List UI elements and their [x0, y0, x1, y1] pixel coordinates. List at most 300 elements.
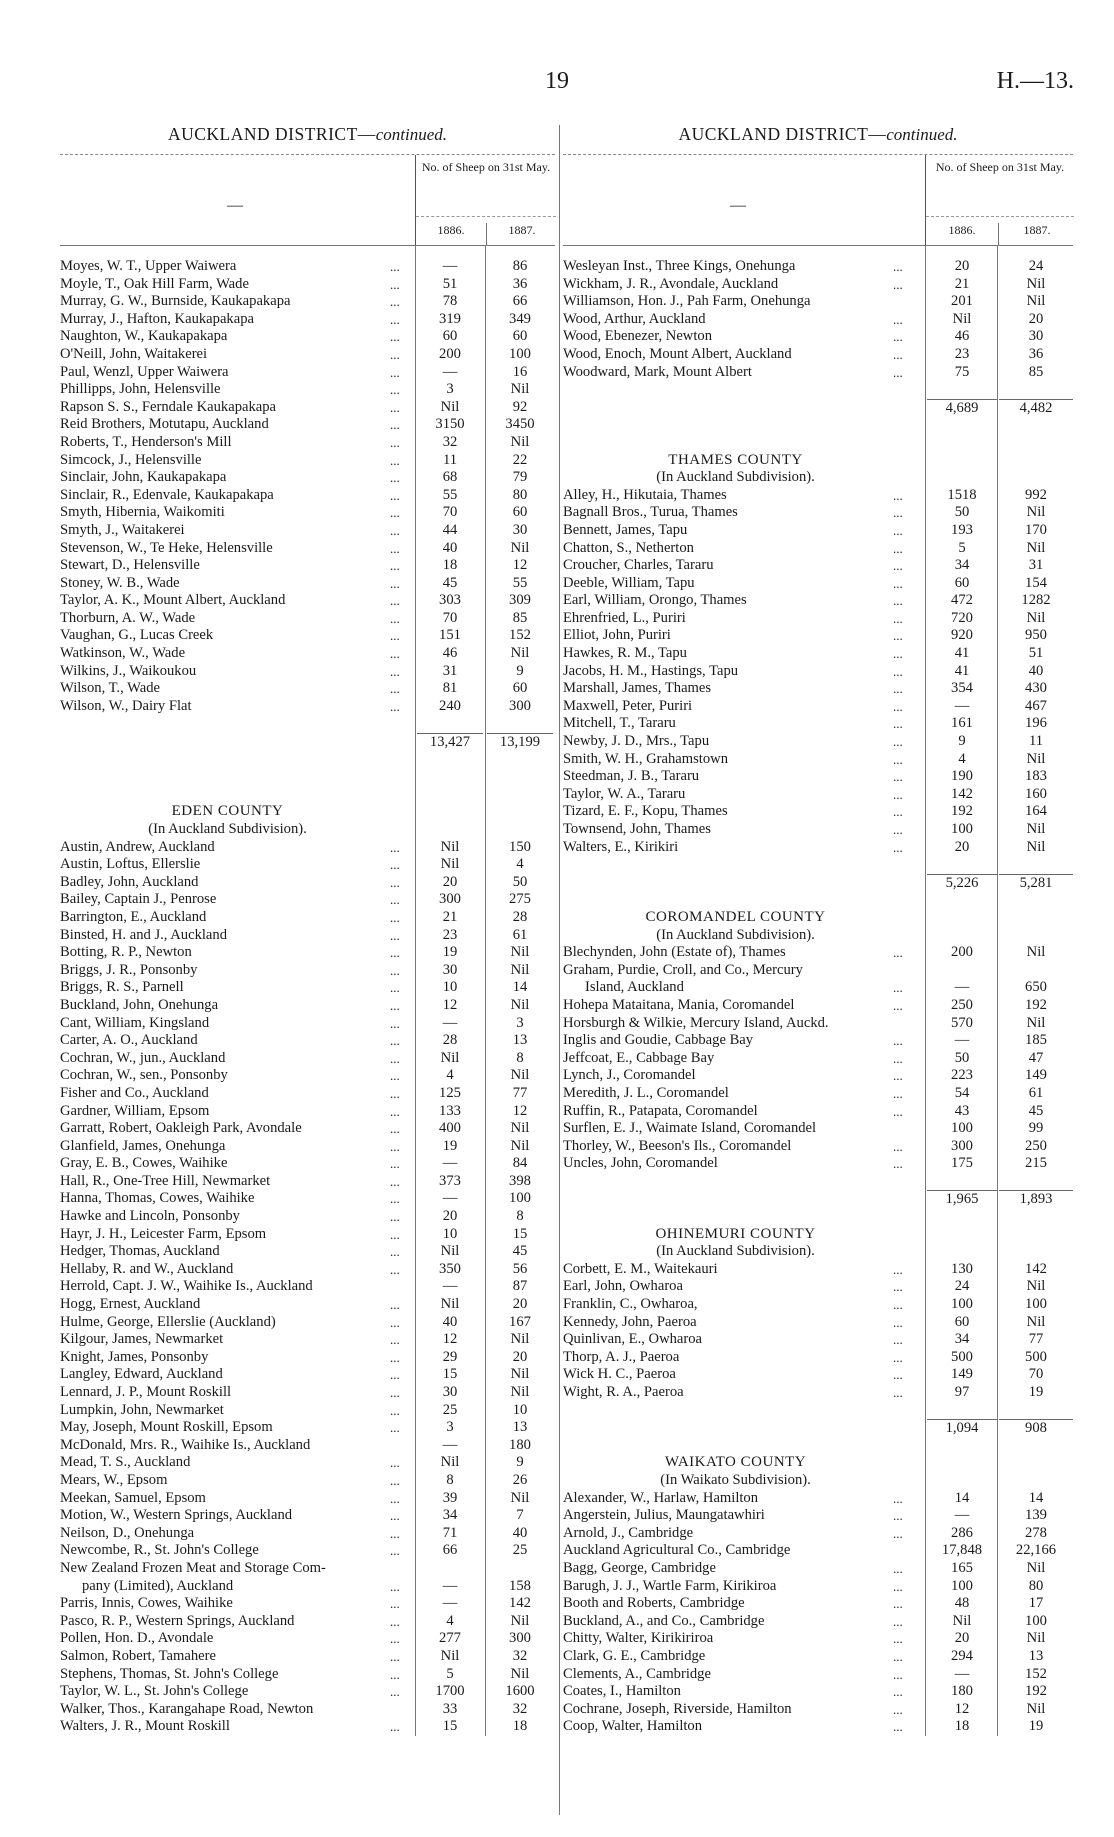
- leader-dots: ...: [390, 1226, 400, 1242]
- sheep-1886: 130: [951, 1260, 973, 1277]
- leader-dots: ...: [893, 786, 903, 802]
- sheep-1887: 650: [1025, 979, 1047, 996]
- table-row: [60, 293, 555, 311]
- sheep-1887: 7: [516, 1507, 524, 1524]
- total-1887: 13,199: [487, 733, 553, 752]
- owner-name: Walters, J. R., Mount Roskill: [60, 1718, 230, 1735]
- sheep-1887: 309: [509, 592, 531, 609]
- sheep-1886: —: [442, 1577, 458, 1594]
- leader-dots: ...: [893, 276, 903, 292]
- sheep-1887: 80: [512, 486, 528, 503]
- leader-dots: ...: [390, 1631, 400, 1647]
- owner-name: Kennedy, John, Paeroa: [563, 1313, 697, 1330]
- column-rule: [997, 246, 998, 1736]
- leader-dots: ...: [390, 1173, 400, 1189]
- leader-dots: ...: [390, 681, 400, 697]
- sheep-1887: Nil: [1026, 1700, 1046, 1717]
- owner-name: Glanfield, James, Onehunga: [60, 1137, 226, 1154]
- table-row: [60, 1085, 555, 1103]
- sheep-1886: 286: [951, 1524, 973, 1541]
- owner-name: Mitchell, T., Tararu: [563, 715, 676, 732]
- left-sheep-column-group: [415, 155, 556, 245]
- sheep-1887: Nil: [510, 1665, 530, 1682]
- sheep-1886: 60: [954, 574, 970, 591]
- left-column-group-label: No. of Sheep on 31st May.: [421, 160, 551, 174]
- table-row: [60, 1437, 555, 1455]
- sheep-1887: Nil: [1026, 821, 1046, 837]
- leader-dots: ...: [390, 487, 400, 503]
- owner-name: New Zealand Frozen Meat and Storage Com-: [60, 1559, 326, 1576]
- sheep-1887: 22,166: [1015, 1542, 1057, 1559]
- sheep-1887: 164: [1025, 803, 1047, 820]
- sheep-1887: 45: [1028, 1102, 1044, 1119]
- sheep-1886: 41: [954, 645, 970, 662]
- owner-name: Botting, R. P., Newton: [60, 944, 192, 961]
- owner-name: Marshall, James, Thames: [563, 680, 712, 697]
- leader-dots: ...: [390, 575, 400, 591]
- sheep-1886: 60: [954, 1313, 970, 1330]
- owner-name: Lumpkin, John, Newmarket: [60, 1401, 224, 1418]
- leader-dots: ...: [390, 1596, 400, 1612]
- leader-dots: ...: [390, 610, 400, 626]
- owner-name: Kilgour, James, Newmarket: [60, 1331, 224, 1348]
- leader-dots: ...: [893, 1156, 903, 1172]
- leader-dots: ...: [893, 628, 903, 644]
- table-row: [60, 540, 555, 558]
- sheep-1886: 20: [442, 873, 458, 890]
- owner-name: Quinlivan, E., Owharoa: [563, 1331, 703, 1348]
- sheep-1887: Nil: [510, 1612, 530, 1629]
- leader-dots: ...: [390, 259, 400, 274]
- owner-name: Newcombe, R., St. John's College: [60, 1542, 259, 1559]
- leader-dots: ...: [390, 945, 400, 961]
- table-row: [60, 927, 555, 945]
- owner-name: Wood, Enoch, Mount Albert, Auckland: [563, 345, 792, 362]
- sheep-1886: —: [442, 1190, 458, 1207]
- sheep-1887: Nil: [1026, 293, 1046, 310]
- section-heading: COROMANDEL COUNTY: [645, 908, 826, 925]
- owner-name: Walker, Thos., Karangahape Road, Newton: [60, 1700, 314, 1717]
- sheep-1886: 10: [442, 1225, 458, 1242]
- owner-name: Lynch, J., Coromandel: [563, 1067, 696, 1084]
- owner-name: Graham, Purdie, Croll, and Co., Mercury: [563, 961, 803, 978]
- owner-name: Booth and Roberts, Cambridge: [563, 1595, 745, 1612]
- sheep-1886: 1700: [435, 1683, 465, 1700]
- owner-name: Motion, W., Western Springs, Auckland: [60, 1507, 293, 1524]
- sheep-1886: —: [442, 258, 458, 274]
- sheep-1887: 17: [1028, 1595, 1044, 1612]
- leader-dots: ...: [390, 540, 400, 556]
- table-row: [60, 1613, 555, 1631]
- sheep-1886: 4: [446, 1067, 454, 1084]
- owner-name: Stewart, D., Helensville: [60, 557, 200, 574]
- leader-dots: ...: [390, 1525, 400, 1541]
- spacer: [60, 751, 555, 769]
- sheep-1886: 23: [442, 926, 458, 943]
- table-row: [60, 944, 555, 962]
- sheep-1886: 70: [442, 504, 458, 521]
- sheep-1886: 5: [958, 539, 966, 556]
- owner-name: Tizard, E. F., Kopu, Thames: [563, 803, 728, 820]
- sheep-1887: Nil: [510, 944, 530, 961]
- sheep-1886: 29: [442, 1348, 458, 1365]
- sheep-1887: 32: [512, 1647, 528, 1664]
- owner-name: Moyes, W. T., Upper Waiwera: [60, 258, 237, 274]
- owner-name: Clements, A., Cambridge: [563, 1665, 711, 1682]
- leader-dots: ...: [390, 1033, 400, 1049]
- sheep-1886: 32: [442, 433, 458, 450]
- owner-name: Coop, Walter, Hamilton: [563, 1718, 703, 1735]
- right-title-main: AUCKLAND DISTRICT—: [678, 124, 887, 144]
- sheep-1886: 8: [446, 1471, 454, 1488]
- leader-dots: ...: [893, 1349, 903, 1365]
- leader-dots: ...: [893, 364, 903, 380]
- owner-name: Alley, H., Hikutaia, Thames: [563, 486, 727, 503]
- total-row: [60, 733, 555, 751]
- sheep-1886: 12: [442, 1331, 458, 1348]
- sheep-1886: 51: [442, 275, 458, 292]
- sheep-1887: 87: [512, 1278, 528, 1295]
- table-row: [60, 1701, 555, 1719]
- sheep-1886: 54: [954, 1084, 970, 1101]
- owner-name: Jeffcoat, E., Cabbage Bay: [563, 1049, 715, 1066]
- sheep-1887: 1600: [505, 1683, 535, 1700]
- sheep-1886: 720: [951, 609, 973, 626]
- sheep-1887: 500: [1025, 1348, 1047, 1365]
- table-row: [60, 1050, 555, 1068]
- total-1887: 908: [999, 1419, 1073, 1438]
- owner-name: Gray, E. B., Cowes, Waihike: [60, 1155, 228, 1172]
- leader-dots: ...: [390, 1121, 400, 1137]
- sheep-1886: 151: [439, 627, 461, 644]
- table-row: [60, 1630, 555, 1648]
- leader-dots: ...: [893, 1261, 903, 1277]
- table-row: [60, 891, 555, 909]
- sheep-1886: Nil: [952, 1612, 972, 1629]
- sheep-1887: Nil: [1026, 1630, 1046, 1647]
- leader-dots: ...: [390, 294, 400, 310]
- right-year-1887: 1887.: [998, 223, 1075, 245]
- leader-dots: ...: [390, 1015, 400, 1031]
- sheep-1886: 45: [442, 574, 458, 591]
- table-row: [60, 575, 555, 593]
- owner-name: Hawkes, R. M., Tapu: [563, 645, 687, 662]
- right-column-title: [563, 120, 1073, 148]
- owner-name: Newby, J. D., Mrs., Tapu: [563, 733, 710, 750]
- owner-name: Langley, Edward, Auckland: [60, 1366, 223, 1383]
- table-row: [60, 522, 555, 540]
- sheep-1887: Nil: [510, 539, 530, 556]
- sheep-1887: 15: [512, 1225, 528, 1242]
- owner-name: Walters, E., Kirikiri: [563, 838, 679, 855]
- sheep-1886: 43: [954, 1102, 970, 1119]
- table-row: [60, 645, 555, 663]
- sheep-1886: 5: [446, 1665, 454, 1682]
- sheep-1886: 250: [951, 996, 973, 1013]
- leader-dots: ...: [390, 329, 400, 345]
- sheep-1887: 167: [509, 1313, 531, 1330]
- sheep-1887: 60: [512, 504, 528, 521]
- sheep-1886: 350: [439, 1260, 461, 1277]
- sheep-1886: Nil: [440, 1296, 460, 1313]
- sheep-1886: 277: [439, 1630, 461, 1647]
- leader-dots: ...: [390, 1472, 400, 1488]
- sheep-1887: 77: [512, 1084, 528, 1101]
- sheep-1886: 40: [442, 539, 458, 556]
- left-column: [60, 120, 555, 1736]
- sheep-1887: 158: [509, 1577, 531, 1594]
- section-heading: WAIKATO COUNTY: [664, 1454, 807, 1471]
- leader-dots: ...: [893, 1684, 903, 1700]
- leader-dots: ...: [390, 1103, 400, 1119]
- sheep-1887: 3450: [505, 416, 535, 433]
- owner-name: Thorley, W., Beeson's Ils., Coromandel: [563, 1137, 792, 1154]
- leader-dots: ...: [893, 822, 903, 837]
- sheep-1887: 79: [512, 469, 528, 486]
- table-row: [60, 1067, 555, 1085]
- sheep-1886: 3150: [435, 416, 465, 433]
- owner-name: May, Joseph, Mount Roskill, Epsom: [60, 1419, 273, 1436]
- owner-name: Meredith, J. L., Coromandel: [563, 1084, 729, 1101]
- owner-name: Stoney, W. B., Wade: [60, 574, 180, 591]
- page-number: 19: [545, 68, 569, 94]
- sheep-1887: 3: [516, 1014, 524, 1031]
- sheep-1886: 50: [954, 504, 970, 521]
- sheep-1887: 12: [512, 1102, 528, 1119]
- sheep-1887: Nil: [1026, 275, 1046, 292]
- sheep-1886: 240: [439, 697, 461, 714]
- sheep-1887: 47: [1028, 1049, 1044, 1066]
- owner-name: Cochrane, Joseph, Riverside, Hamilton: [563, 1700, 792, 1717]
- sheep-1886: 100: [951, 1296, 973, 1313]
- leader-dots: ...: [390, 1367, 400, 1383]
- sheep-1887: Nil: [1026, 838, 1046, 855]
- leader-dots: ...: [390, 997, 400, 1013]
- leader-dots: ...: [390, 452, 400, 468]
- left-title-main: AUCKLAND DISTRICT—: [167, 124, 376, 144]
- sheep-1886: 223: [951, 1067, 973, 1084]
- leader-dots: ...: [893, 259, 903, 274]
- leader-dots: ...: [390, 1648, 400, 1664]
- sheep-1886: —: [442, 1595, 458, 1612]
- leader-dots: ...: [893, 997, 903, 1013]
- right-column: [563, 120, 1073, 1736]
- sheep-1886: 44: [442, 521, 458, 538]
- sheep-1887: 142: [509, 1595, 531, 1612]
- leader-dots: ...: [390, 839, 400, 855]
- table-row: [60, 1384, 555, 1402]
- left-table-header: [60, 154, 555, 246]
- sheep-1887: 139: [1025, 1507, 1047, 1524]
- owner-name: Simcock, J., Helensville: [60, 451, 202, 468]
- sheep-1886: Nil: [952, 310, 972, 327]
- table-row: [60, 328, 555, 346]
- sheep-1886: 23: [954, 345, 970, 362]
- leader-dots: ...: [390, 646, 400, 662]
- sheep-1887: 152: [1025, 1665, 1047, 1682]
- owner-name: Hawke and Lincoln, Ponsonby: [60, 1208, 240, 1225]
- table-row: [60, 1542, 555, 1560]
- sheep-1886: 1518: [947, 486, 977, 503]
- owner-name: Hayr, J. H., Leicester Farm, Epsom: [60, 1225, 267, 1242]
- owner-name: Badley, John, Auckland: [60, 873, 199, 890]
- owner-name: Taylor, W. L., St. John's College: [60, 1683, 249, 1700]
- sheep-1887: 1282: [1021, 592, 1051, 609]
- leader-dots: ...: [893, 945, 903, 961]
- owner-name: Wood, Ebenezer, Newton: [563, 328, 712, 345]
- sheep-1887: 18: [512, 1718, 528, 1735]
- leader-dots: ...: [893, 1050, 903, 1066]
- sheep-1886: 165: [951, 1559, 973, 1576]
- sheep-1886: 21: [442, 908, 458, 925]
- sheep-1887: 45: [512, 1243, 528, 1260]
- sheep-1887: 85: [512, 609, 528, 626]
- sheep-1886: Nil: [440, 398, 460, 415]
- table-row: [60, 1507, 555, 1525]
- sheep-1887: 22: [512, 451, 528, 468]
- sheep-1887: 36: [512, 275, 528, 292]
- sheep-1887: 36: [1028, 345, 1044, 362]
- leader-dots: ...: [893, 1279, 903, 1295]
- owner-name: Smith, W. H., Grahamstown: [563, 750, 728, 767]
- sheep-1887: 152: [509, 627, 531, 644]
- owner-name: Cochran, W., sen., Ponsonby: [60, 1067, 228, 1084]
- table-row: [60, 610, 555, 628]
- sheep-1886: 319: [439, 310, 461, 327]
- owner-name: Chatton, S., Netherton: [563, 539, 694, 556]
- sheep-1887: 349: [509, 310, 531, 327]
- owner-name: McDonald, Mrs. R., Waihike Is., Auckland: [60, 1436, 311, 1453]
- sheep-1887: 100: [509, 345, 531, 362]
- sheep-1887: 8: [516, 1049, 524, 1066]
- leader-dots: ...: [893, 1314, 903, 1330]
- leader-dots: ...: [893, 487, 903, 503]
- leader-dots: ...: [390, 434, 400, 450]
- leader-dots: ...: [893, 716, 903, 732]
- owner-name: Coates, I., Hamilton: [563, 1683, 681, 1700]
- owner-name: Buckland, A., and Co., Cambridge: [563, 1612, 765, 1629]
- owner-name: Briggs, J. R., Ponsonby: [60, 961, 198, 978]
- table-row: [60, 1015, 555, 1033]
- table-row: [60, 1261, 555, 1279]
- owner-name: Hellaby, R. and W., Auckland: [60, 1260, 234, 1277]
- owner-name: Earl, William, Orongo, Thames: [563, 592, 747, 609]
- table-row: [60, 1366, 555, 1384]
- table-row: [60, 487, 555, 505]
- sheep-1887: 70: [1028, 1366, 1044, 1383]
- owner-name: Murray, J., Hafton, Kaukapakapa: [60, 310, 254, 327]
- sheep-1886: 19: [442, 944, 458, 961]
- owner-name: Bagnall Bros., Turua, Thames: [563, 504, 738, 521]
- sheep-1886: 46: [442, 645, 458, 662]
- leader-dots: ...: [390, 1508, 400, 1524]
- owner-name: Hogg, Ernest, Auckland: [60, 1296, 201, 1313]
- sheep-1887: Nil: [510, 961, 530, 978]
- sheep-1886: 81: [442, 680, 458, 697]
- sheep-1887: Nil: [510, 1489, 530, 1506]
- owner-name: Lennard, J. P., Mount Roskill: [60, 1384, 232, 1400]
- sheep-1887: 60: [512, 680, 528, 697]
- leader-dots: ...: [390, 1085, 400, 1101]
- owner-name: Buckland, John, Onehunga: [60, 996, 219, 1013]
- owner-name: Arnold, J., Cambridge: [563, 1524, 694, 1541]
- sheep-1886: 21: [954, 275, 970, 292]
- sheep-1886: 400: [439, 1120, 461, 1137]
- sheep-1887: 9: [516, 1454, 524, 1471]
- owner-name: Maxwell, Peter, Puriri: [563, 697, 693, 714]
- sheep-1887: 20: [512, 1348, 528, 1365]
- sheep-1886: 15: [442, 1366, 458, 1383]
- table-row: [60, 1208, 555, 1226]
- sheep-1886: 142: [951, 785, 973, 802]
- sheep-1886: —: [442, 1278, 458, 1295]
- section-heading: EDEN COUNTY: [171, 803, 284, 820]
- sheep-1886: Nil: [440, 838, 460, 855]
- owner-name: Clark, G. E., Cambridge: [563, 1647, 706, 1664]
- owner-name: Parris, Innis, Cowes, Waihike: [60, 1595, 233, 1612]
- document-reference: H.—13.: [996, 68, 1074, 94]
- sheep-1887: Nil: [510, 645, 530, 662]
- owner-name: Wilson, T., Wade: [60, 680, 160, 697]
- sheep-1886: 149: [951, 1366, 973, 1383]
- owner-name: Ehrenfried, L., Puriri: [563, 609, 686, 626]
- sheep-1886: 373: [439, 1172, 461, 1189]
- owner-name: Inglis and Goudie, Cabbage Bay: [563, 1032, 754, 1049]
- table-row: [60, 1296, 555, 1314]
- leader-dots: ...: [390, 364, 400, 380]
- table-row: [60, 416, 555, 434]
- sheep-1886: 55: [442, 486, 458, 503]
- owner-name: Wesleyan Inst., Three Kings, Onehunga: [563, 258, 796, 274]
- owner-name: Sinclair, R., Edenvale, Kaukapakapa: [60, 486, 274, 503]
- owner-name: Phillipps, John, Helensville: [60, 381, 221, 398]
- owner-name: Uncles, John, Coromandel: [563, 1155, 718, 1172]
- leader-dots: ...: [390, 1349, 400, 1365]
- owner-name: Cochran, W., jun., Auckland: [60, 1049, 226, 1066]
- sheep-1887: 149: [1025, 1067, 1047, 1084]
- sheep-1886: Nil: [440, 1243, 460, 1260]
- sheep-1886: 25: [442, 1401, 458, 1418]
- leader-dots: ...: [390, 1314, 400, 1330]
- owner-name: Cant, William, Kingsland: [60, 1014, 210, 1031]
- sheep-1887: 183: [1025, 768, 1047, 785]
- sheep-1887: 40: [512, 1524, 528, 1541]
- owner-name: Wickham, J. R., Avondale, Auckland: [563, 275, 779, 292]
- sheep-1887: 19: [1028, 1718, 1044, 1735]
- sheep-1887: 992: [1025, 486, 1047, 503]
- sheep-1887: 66: [512, 293, 528, 310]
- table-row: [60, 1560, 555, 1578]
- leader-dots: ...: [390, 558, 400, 574]
- owner-name: Earl, John, Owharoa: [563, 1278, 683, 1295]
- owner-name: Alexander, W., Harlaw, Hamilton: [563, 1489, 759, 1506]
- sheep-1887: 28: [512, 908, 528, 925]
- sheep-1886: 48: [954, 1595, 970, 1612]
- sheep-1887: 100: [1025, 1612, 1047, 1629]
- sheep-1887: 14: [512, 979, 528, 996]
- sheep-1886: Nil: [440, 856, 460, 873]
- leader-dots: ...: [893, 1648, 903, 1664]
- leader-dots: ...: [893, 734, 903, 750]
- sheep-1886: 68: [442, 469, 458, 486]
- right-sheep-column-group: [925, 155, 1074, 245]
- leader-dots: ...: [893, 1367, 903, 1383]
- owner-name: Thorburn, A. W., Wade: [60, 609, 196, 626]
- sheep-1886: 39: [442, 1489, 458, 1506]
- owner-name: Salmon, Robert, Tamahere: [60, 1647, 216, 1664]
- table-row: [60, 1472, 555, 1490]
- leader-dots: ...: [893, 681, 903, 697]
